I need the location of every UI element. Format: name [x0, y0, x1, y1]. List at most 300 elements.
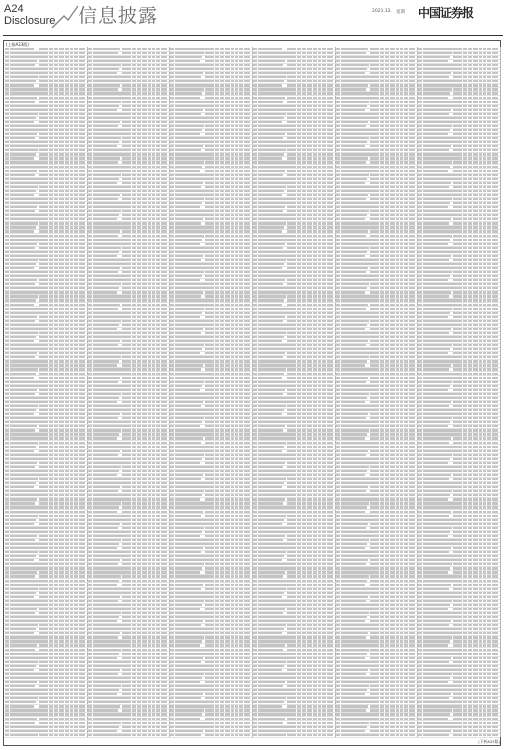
table-cell — [65, 174, 68, 176]
table-cell — [39, 608, 48, 610]
table-cell — [225, 320, 230, 322]
table-cell — [132, 348, 136, 350]
table-cell — [39, 202, 48, 204]
table-cell — [220, 259, 224, 261]
table-cell — [93, 628, 122, 630]
table-cell — [132, 247, 136, 249]
table-cell — [88, 616, 92, 618]
table-cell — [5, 348, 9, 350]
table-cell — [39, 498, 48, 500]
table-cell — [122, 381, 131, 383]
table-cell — [70, 437, 73, 439]
table-cell — [122, 446, 131, 448]
table-cell — [205, 166, 214, 168]
table-cell — [170, 190, 174, 192]
table-cell — [39, 214, 48, 216]
table-cell — [156, 450, 160, 452]
table-cell — [137, 701, 141, 703]
table-cell — [142, 421, 147, 423]
table-cell — [74, 616, 78, 618]
table-cell — [156, 701, 160, 703]
table-cell — [132, 417, 136, 419]
table-cell — [5, 381, 9, 383]
table-cell — [148, 76, 151, 78]
table-cell — [74, 324, 78, 326]
table-cell — [5, 304, 9, 306]
table-cell — [88, 312, 92, 314]
table-cell — [152, 352, 155, 354]
table-cell — [152, 632, 155, 634]
table-cell — [93, 299, 122, 301]
table-cell — [122, 588, 131, 590]
table-cell — [175, 316, 199, 318]
table-cell — [142, 235, 147, 237]
table-cell — [161, 446, 167, 448]
table-cell — [5, 661, 9, 663]
table-cell — [225, 125, 230, 127]
table-cell — [161, 186, 167, 188]
table-cell — [59, 689, 64, 691]
table-cell — [239, 182, 243, 184]
table-cell — [220, 113, 224, 115]
table-cell — [39, 263, 48, 265]
table-cell — [132, 677, 136, 679]
table-cell — [122, 121, 131, 123]
table-cell — [5, 543, 9, 545]
table-cell — [49, 182, 53, 184]
table-cell — [79, 324, 85, 326]
table-cell — [231, 304, 234, 306]
table-cell — [142, 68, 147, 70]
table-cell — [93, 360, 119, 362]
table-cell — [49, 482, 53, 484]
table-cell — [88, 401, 92, 403]
table-cell — [74, 397, 78, 399]
table-cell — [137, 543, 141, 545]
table-cell — [161, 182, 167, 184]
table-cell — [70, 149, 73, 151]
table-cell — [39, 381, 48, 383]
table-cell — [132, 592, 136, 594]
table-cell — [88, 409, 92, 411]
table-cell — [156, 417, 160, 419]
table-cell — [10, 340, 34, 342]
table-cell — [39, 239, 48, 241]
table-cell — [239, 295, 243, 297]
table-cell — [137, 385, 141, 387]
table-cell — [39, 141, 48, 143]
table-cell — [54, 141, 58, 143]
table-cell — [170, 80, 174, 82]
table-cell — [65, 584, 68, 586]
table-cell — [59, 653, 64, 655]
table-cell — [39, 596, 48, 598]
table-cell — [88, 466, 92, 468]
table-cell — [5, 373, 9, 375]
table-cell — [79, 588, 85, 590]
table-cell — [161, 442, 167, 444]
table-cell — [205, 170, 214, 172]
table-cell — [39, 409, 48, 411]
table-cell — [65, 320, 68, 322]
table-cell — [152, 129, 155, 131]
table-cell — [142, 109, 147, 111]
table-cell — [205, 295, 214, 297]
table-cell — [122, 72, 131, 74]
table-cell — [70, 247, 73, 249]
table-cell — [79, 218, 85, 220]
table-cell — [74, 68, 78, 70]
table-cell — [170, 125, 174, 127]
table-cell — [152, 218, 155, 220]
table-cell — [79, 198, 85, 200]
table-cell — [79, 442, 85, 444]
table-cell — [137, 397, 141, 399]
table-cell — [65, 393, 68, 395]
table-cell — [156, 405, 160, 407]
table-cell — [132, 636, 136, 638]
table-cell — [49, 547, 53, 549]
table-cell — [39, 84, 48, 86]
table-cell — [49, 239, 53, 241]
table-cell — [122, 299, 131, 301]
table-cell — [10, 437, 40, 439]
table-cell — [74, 543, 78, 545]
table-cell — [5, 551, 9, 553]
table-cell — [49, 726, 53, 728]
table-cell — [244, 243, 250, 245]
table-cell — [10, 117, 36, 119]
table-cell — [239, 72, 243, 74]
table-cell — [122, 202, 131, 204]
table-cell — [79, 551, 85, 553]
table-cell — [93, 486, 120, 488]
table-cell — [59, 677, 64, 679]
table-cell — [88, 494, 92, 496]
table-cell — [74, 701, 78, 703]
table-cell — [156, 113, 160, 115]
table-cell — [142, 60, 147, 62]
table-cell — [10, 450, 34, 452]
table-cell — [74, 52, 78, 54]
table-cell — [54, 429, 58, 431]
table-cell — [122, 580, 131, 582]
table-cell — [49, 178, 53, 180]
table-cell — [54, 653, 58, 655]
table-cell — [122, 161, 131, 163]
table-cell — [239, 279, 243, 281]
table-cell — [10, 157, 34, 159]
table-cell — [54, 161, 58, 163]
table-cell — [79, 705, 85, 707]
table-cell — [156, 263, 160, 265]
table-cell — [49, 649, 53, 651]
table-cell — [137, 563, 141, 565]
table-cell — [156, 275, 160, 277]
table-cell — [74, 101, 78, 103]
table-cell — [122, 218, 131, 220]
table-cell — [10, 48, 34, 50]
table-cell — [54, 506, 58, 508]
table-cell — [225, 48, 230, 50]
table-cell — [122, 502, 131, 504]
table-cell — [79, 381, 85, 383]
table-cell — [93, 722, 121, 724]
table-cell — [244, 283, 250, 285]
table-cell — [93, 153, 122, 155]
table-cell — [152, 235, 155, 237]
table-cell — [88, 677, 92, 679]
table-cell — [161, 450, 167, 452]
table-cell — [215, 182, 219, 184]
table-cell — [39, 653, 48, 655]
table-cell — [215, 64, 219, 66]
table-cell — [225, 295, 230, 297]
table-cell — [74, 218, 78, 220]
table-cell — [93, 604, 125, 606]
table-cell — [156, 462, 160, 464]
table-cell — [79, 539, 85, 541]
table-cell — [152, 259, 155, 261]
table-cell — [231, 56, 234, 58]
table-cell — [175, 336, 207, 338]
table-cell — [39, 308, 48, 310]
table-cell — [70, 433, 73, 435]
table-cell — [244, 263, 250, 265]
table-cell — [152, 640, 155, 642]
table-cell — [122, 709, 131, 711]
table-cell — [244, 125, 250, 127]
table-cell — [161, 620, 167, 622]
table-cell — [152, 80, 155, 82]
table-cell — [70, 202, 73, 204]
table-cell — [205, 84, 214, 86]
table-cell — [79, 628, 85, 630]
table-cell — [54, 283, 58, 285]
table-cell — [231, 202, 234, 204]
table-cell — [244, 275, 250, 277]
table-cell — [122, 263, 131, 265]
table-cell — [148, 287, 151, 289]
table-cell — [5, 535, 9, 537]
table-cell — [132, 190, 136, 192]
table-cell — [88, 170, 92, 172]
table-cell — [161, 137, 167, 139]
table-cell — [88, 604, 92, 606]
table-cell — [148, 506, 151, 508]
table-cell — [122, 239, 131, 241]
table-cell — [88, 210, 92, 212]
table-cell — [5, 450, 9, 452]
table-cell — [88, 186, 92, 188]
table-cell — [170, 141, 174, 143]
table-cell — [132, 474, 136, 476]
table-cell — [70, 616, 73, 618]
table-cell — [220, 243, 224, 245]
table-cell — [156, 373, 160, 375]
table-cell — [5, 397, 9, 399]
table-cell — [137, 48, 141, 50]
table-cell — [93, 730, 117, 732]
table-cell — [93, 174, 121, 176]
table-cell — [156, 133, 160, 135]
table-cell — [70, 458, 73, 460]
table-cell — [59, 125, 64, 127]
table-cell — [70, 255, 73, 257]
table-cell — [39, 515, 48, 517]
table-cell — [54, 202, 58, 204]
table-cell — [220, 68, 224, 70]
table-cell — [244, 121, 250, 123]
table-cell — [137, 673, 141, 675]
table-cell — [170, 312, 174, 314]
table-cell — [239, 230, 243, 232]
table-cell — [225, 60, 230, 62]
table-cell — [88, 673, 92, 675]
table-cell — [220, 186, 224, 188]
table-cell — [74, 547, 78, 549]
table-cell — [175, 271, 203, 273]
table-cell — [152, 490, 155, 492]
table-cell — [132, 632, 136, 634]
table-cell — [54, 734, 58, 736]
table-cell — [132, 218, 136, 220]
table-cell — [10, 283, 35, 285]
table-cell — [148, 299, 151, 301]
table-cell — [10, 701, 36, 703]
table-cell — [54, 421, 58, 423]
table-cell — [74, 563, 78, 565]
table-cell — [122, 519, 131, 521]
table-cell — [49, 722, 53, 724]
table-cell — [79, 446, 85, 448]
table-cell — [152, 113, 155, 115]
table-cell — [88, 571, 92, 573]
table-cell — [132, 166, 136, 168]
table-cell — [231, 283, 234, 285]
table-cell — [137, 113, 141, 115]
table-cell — [239, 149, 243, 151]
table-cell — [152, 373, 155, 375]
table-cell — [70, 166, 73, 168]
table-cell — [5, 283, 9, 285]
table-cell — [39, 304, 48, 306]
table-cell — [49, 218, 53, 220]
table-cell — [132, 170, 136, 172]
table-cell — [59, 92, 64, 94]
table-cell — [231, 121, 234, 123]
table-cell — [49, 385, 53, 387]
table-cell — [170, 56, 174, 58]
table-cell — [54, 527, 58, 529]
table-cell — [142, 620, 147, 622]
table-cell — [231, 92, 234, 94]
table-cell — [54, 352, 58, 354]
table-cell — [156, 174, 160, 176]
table-cell — [74, 80, 78, 82]
table-cell — [70, 701, 73, 703]
table-cell — [152, 105, 155, 107]
table-cell — [54, 693, 58, 695]
table-cell — [74, 368, 78, 370]
table-cell — [215, 214, 219, 216]
table-cell — [156, 105, 160, 107]
table-cell — [10, 474, 40, 476]
table-cell — [156, 511, 160, 513]
table-cell — [148, 705, 151, 707]
table-cell — [132, 230, 136, 232]
table-cell — [59, 194, 64, 196]
table-cell — [5, 97, 9, 99]
table-cell — [74, 381, 78, 383]
table-cell — [148, 251, 151, 253]
table-cell — [132, 413, 136, 415]
table-cell — [239, 186, 243, 188]
table-cell — [65, 628, 68, 630]
table-cell — [74, 657, 78, 659]
table-cell — [132, 547, 136, 549]
table-cell — [161, 685, 167, 687]
table-cell — [79, 88, 85, 90]
table-cell — [161, 409, 167, 411]
table-cell — [142, 316, 147, 318]
table-cell — [152, 178, 155, 180]
table-cell — [239, 105, 243, 107]
table-cell — [74, 466, 78, 468]
table-cell — [54, 677, 58, 679]
table-cell — [235, 109, 238, 111]
table-cell — [205, 251, 214, 253]
table-cell — [132, 279, 136, 281]
table-cell — [79, 174, 85, 176]
table-cell — [156, 563, 160, 565]
table-cell — [39, 644, 48, 646]
table-cell — [70, 235, 73, 237]
table-cell — [49, 230, 53, 232]
table-cell — [148, 336, 151, 338]
table-cell — [148, 105, 151, 107]
table-cell — [93, 405, 124, 407]
table-cell — [205, 267, 214, 269]
table-cell — [132, 109, 136, 111]
table-cell — [235, 218, 238, 220]
table-cell — [10, 730, 40, 732]
table-cell — [39, 730, 48, 732]
table-cell — [70, 226, 73, 228]
table-cell — [156, 592, 160, 594]
table-cell — [70, 409, 73, 411]
table-cell — [5, 437, 9, 439]
table-cell — [161, 88, 167, 90]
table-cell — [152, 161, 155, 163]
table-cell — [79, 661, 85, 663]
table-cell — [152, 665, 155, 667]
table-cell — [220, 247, 224, 249]
table-cell — [54, 697, 58, 699]
table-cell — [132, 149, 136, 151]
table-cell — [93, 178, 119, 180]
table-cell — [65, 543, 68, 545]
table-cell — [54, 287, 58, 289]
table-cell — [93, 364, 117, 366]
table-cell — [65, 348, 68, 350]
table-cell — [93, 677, 125, 679]
table-cell — [65, 636, 68, 638]
table-cell — [79, 470, 85, 472]
table-cell — [5, 133, 9, 135]
table-cell — [122, 84, 131, 86]
table-cell — [161, 490, 167, 492]
